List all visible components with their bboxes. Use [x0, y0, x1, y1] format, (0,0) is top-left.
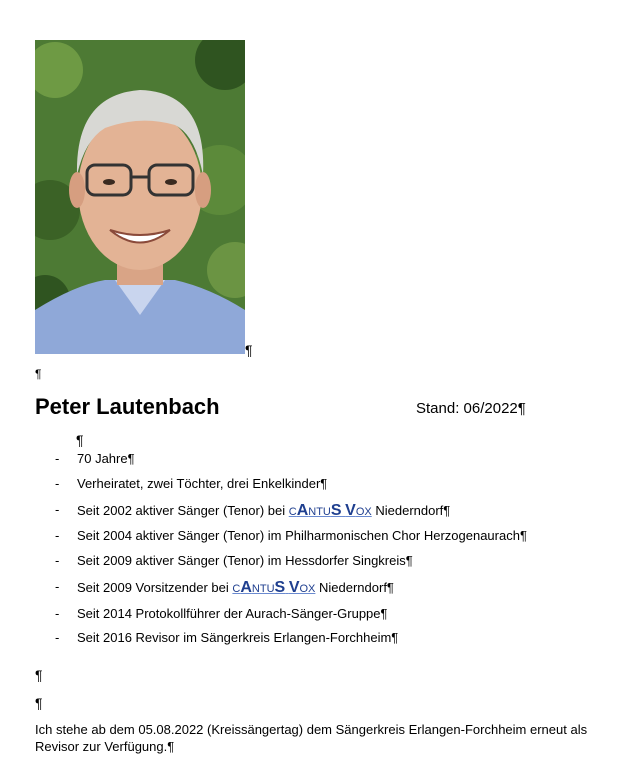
list-item-text: Seit 2004 aktiver Sänger (Tenor) im Philharmonischen Chor Herzogenaurach¶ — [77, 528, 527, 543]
empty-paragraph-mark: ¶ — [35, 367, 42, 381]
list-item-text: 70 Jahre¶ — [77, 451, 135, 466]
empty-paragraph-mark: ¶ — [35, 667, 43, 683]
list-item-text: Seit 2014 Protokollführer der Aurach-Sänger-Gruppe¶ — [77, 606, 388, 621]
person-name-heading: Peter Lautenbach — [35, 394, 220, 419]
list-item-text: Verheiratet, zwei Töchter, drei Enkelkinder¶ — [77, 476, 328, 491]
list-item-text-part: Seit 2002 aktiver Sänger (Tenor) bei — [77, 503, 289, 518]
list-item-text-part: Seit 2009 Vorsitzender bei — [77, 580, 233, 595]
list-item-text: Seit 2016 Revisor im Sängerkreis Erlangen-Forchheim¶ — [77, 630, 399, 645]
list-item-text-part: Niederndorf¶ — [315, 580, 394, 595]
photo-pilcrow: ¶ — [245, 342, 253, 358]
list-dash: - — [55, 579, 60, 594]
stand-date: Stand: 06/2022¶ — [416, 400, 526, 417]
list-dash: - — [55, 451, 60, 466]
portrait-photo — [35, 40, 245, 354]
closing-paragraph: Ich stehe ab dem 05.08.2022 (Kreissängertag) dem Sängerkreis Erlangen-Forchheim erneut als Revisor zur Verfügung.¶ — [35, 722, 588, 754]
list-dash: - — [55, 502, 60, 517]
cantus-vox-link[interactable]: CANTUS VOX — [288, 502, 372, 519]
list-dash: - — [55, 553, 60, 568]
list-item-text-part: Niederndorf¶ — [371, 503, 451, 518]
list-item-text — [77, 502, 450, 520]
list-dash: - — [55, 476, 60, 491]
list-dash: - — [55, 630, 60, 645]
portrait-illustration — [35, 40, 245, 354]
list-item-text: Seit 2009 aktiver Sänger (Tenor) im Hessdorfer Singkreis¶ — [77, 553, 413, 568]
list-dash: - — [55, 528, 60, 543]
empty-paragraph-mark: ¶ — [76, 432, 84, 448]
list-item-text — [77, 579, 394, 597]
list-dash: - — [55, 606, 60, 621]
cantus-vox-link[interactable]: CANTUS VOX — [232, 579, 316, 596]
empty-paragraph-mark: ¶ — [35, 695, 43, 711]
